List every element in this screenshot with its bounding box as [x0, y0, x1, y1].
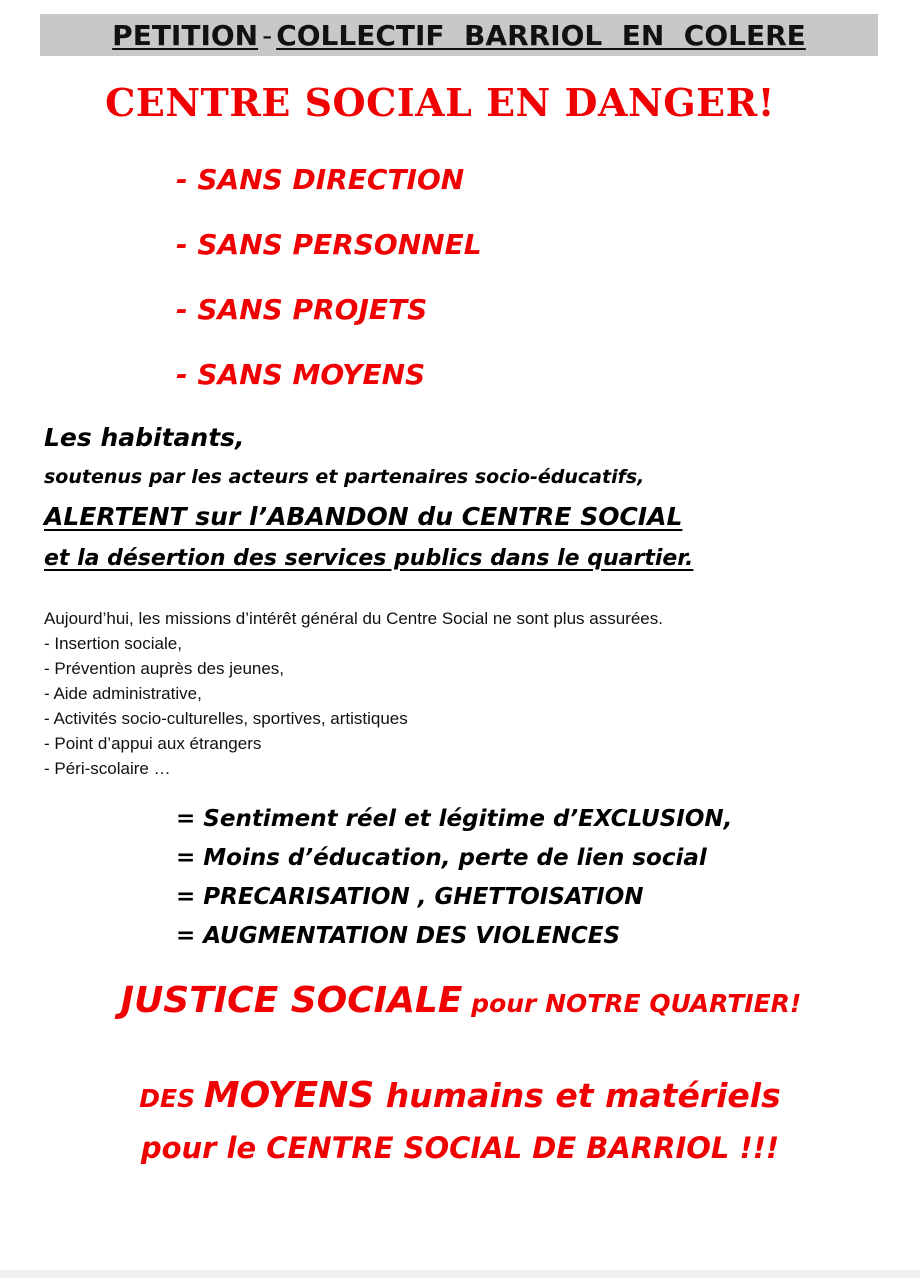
consequence-item: = PRECARISATION , GHETTOISATION: [176, 884, 644, 910]
habitants-heading: Les habitants,: [44, 423, 245, 452]
mission-item: - Point d’appui aux étrangers: [44, 734, 262, 753]
petition-header: [40, 14, 878, 56]
danger-item: - SANS PROJETS: [176, 293, 428, 326]
petition-label: PETITION: [112, 19, 259, 52]
page-bottom-strip: [0, 1270, 920, 1278]
missions-list: [44, 631, 663, 781]
justice-slogan: [46, 980, 876, 1021]
mission-item: - Aide administrative,: [44, 684, 202, 703]
consequences-list: [176, 800, 732, 956]
moyens-word: MOYENS: [203, 1075, 375, 1116]
mission-item: - Péri-scolaire …: [44, 759, 171, 778]
moyens-des: DES: [139, 1084, 204, 1113]
desertion-line: et la désertion des services publics dans le quartier.: [44, 546, 694, 571]
mission-item: - Prévention auprès des jeunes,: [44, 659, 285, 678]
justice-sociale: JUSTICE SOCIALE: [120, 980, 463, 1021]
consequence-item: = AUGMENTATION DES VIOLENCES: [176, 923, 621, 949]
missions-block: [44, 606, 663, 781]
danger-list: [176, 160, 482, 420]
danger-item: - SANS MOYENS: [176, 358, 426, 391]
moyens-rest: humains et matériels: [374, 1076, 781, 1115]
mission-item: - Insertion sociale,: [44, 634, 182, 653]
centre-barriol-line: pour le CENTRE SOCIAL DE BARRIOL !!!: [140, 1131, 780, 1165]
soutenus-line: soutenus par les acteurs et partenaires socio-éducatifs,: [44, 466, 645, 488]
danger-item: - SANS DIRECTION: [176, 163, 465, 196]
pour-notre-quartier: pour NOTRE QUARTIER!: [462, 989, 802, 1018]
mission-item: - Activités socio-culturelles, sportives, artistiques: [44, 709, 408, 728]
consequence-item: = Sentiment réel et légitime d’EXCLUSION,: [176, 806, 733, 832]
missions-intro: Aujourd’hui, les missions d’intérêt général du Centre Social ne sont plus assurées.: [44, 609, 663, 628]
danger-item: - SANS PERSONNEL: [176, 228, 482, 261]
collectif-label: COLLECTIF BARRIOL EN COLERE: [276, 19, 806, 52]
alertent-line: ALERTENT sur l’ABANDON du CENTRE SOCIAL: [44, 502, 683, 531]
consequence-item: = Moins d’éducation, perte de lien social: [176, 845, 707, 871]
header-separator: -: [262, 19, 273, 52]
moyens-slogan: [40, 1075, 880, 1116]
page-title: CENTRE SOCIAL EN DANGER!: [105, 80, 775, 125]
